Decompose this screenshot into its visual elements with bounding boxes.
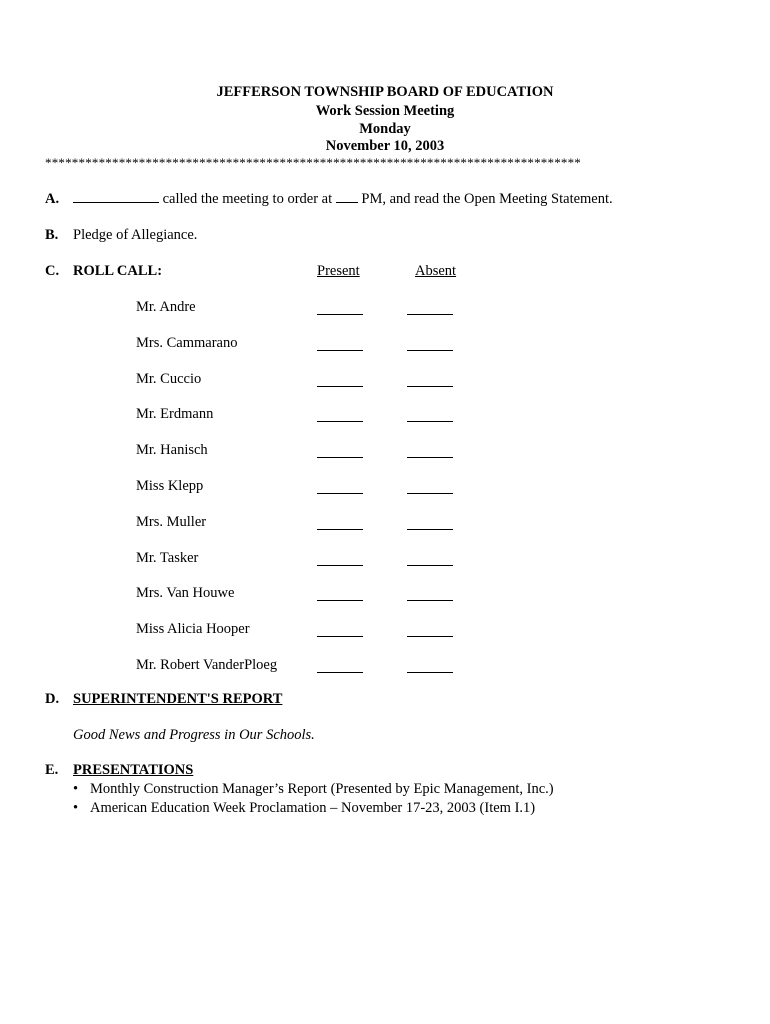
- roll-call-member-name: Mr. Hanisch: [136, 442, 208, 458]
- presentation-item: [73, 800, 535, 817]
- item-b-letter: B.: [45, 227, 59, 243]
- present-blank: [317, 386, 363, 387]
- absent-blank: [407, 636, 453, 637]
- presentation-item-text: American Education Week Proclamation – November 17-23, 2003 (Item I.1): [90, 800, 536, 816]
- roll-call-heading: ROLL CALL:: [73, 263, 163, 279]
- present-blank: [317, 672, 363, 673]
- roll-call-member-name: Mrs. Van Houwe: [136, 585, 235, 601]
- roll-call-member-name: Miss Alicia Hooper: [136, 621, 250, 637]
- item-a-text-2: PM, and read the Open Meeting Statement.: [361, 191, 613, 207]
- roll-call-member-name: Mrs. Cammarano: [136, 335, 238, 351]
- absent-blank: [407, 457, 453, 458]
- roll-call-member-name: Mrs. Muller: [136, 514, 207, 530]
- present-blank: [317, 421, 363, 422]
- bullet-icon: •: [73, 800, 79, 816]
- roll-call-member-name: Mr. Tasker: [136, 550, 199, 566]
- roll-call-member-name: Mr. Erdmann: [136, 406, 214, 422]
- present-blank: [317, 314, 363, 315]
- item-c-letter: C.: [45, 263, 60, 279]
- item-a-text-1: called the meeting to order at: [162, 191, 333, 207]
- presentation-item-text: Monthly Construction Manager’s Report (Presented by Epic Management, Inc.): [90, 781, 554, 797]
- absent-blank: [407, 529, 453, 530]
- roll-call-member-name: Mr. Cuccio: [136, 371, 202, 387]
- roll-call-member-name: Mr. Andre: [136, 299, 196, 315]
- present-blank: [317, 600, 363, 601]
- presentations-heading: PRESENTATIONS: [73, 762, 194, 778]
- presiding-officer-blank: [73, 201, 159, 203]
- roll-call-member-name: Mr. Robert VanderPloeg: [136, 657, 278, 673]
- present-blank: [317, 457, 363, 458]
- item-a-letter: A.: [45, 191, 60, 207]
- absent-blank: [407, 386, 453, 387]
- superintendent-report-heading: SUPERINTENDENT'S REPORT: [73, 691, 283, 707]
- absent-blank: [407, 672, 453, 673]
- item-d-letter: D.: [45, 691, 60, 707]
- present-column-header: Present: [317, 263, 360, 279]
- absent-blank: [407, 421, 453, 422]
- present-blank: [317, 493, 363, 494]
- absent-blank: [407, 350, 453, 351]
- absent-blank: [407, 565, 453, 566]
- item-e-letter: E.: [45, 762, 59, 778]
- meeting-type: Work Session Meeting: [315, 103, 455, 119]
- bullet-icon: •: [73, 781, 79, 797]
- present-blank: [317, 350, 363, 351]
- document-title: JEFFERSON TOWNSHIP BOARD OF EDUCATION: [216, 84, 554, 100]
- meeting-date: November 10, 2003: [325, 138, 445, 154]
- item-b-text: Pledge of Allegiance.: [73, 227, 198, 243]
- absent-blank: [407, 600, 453, 601]
- meeting-day: Monday: [359, 121, 411, 137]
- absent-blank: [407, 314, 453, 315]
- absent-column-header: Absent: [415, 263, 457, 279]
- absent-blank: [407, 493, 453, 494]
- item-a-line: [73, 191, 613, 208]
- roll-call-member-name: Miss Klepp: [136, 478, 204, 494]
- present-blank: [317, 636, 363, 637]
- superintendent-report-text: Good News and Progress in Our Schools.: [73, 727, 315, 743]
- separator-line: ********************************************************************************: [45, 155, 581, 170]
- time-blank: [336, 201, 358, 203]
- presentation-item: [73, 781, 554, 798]
- present-blank: [317, 565, 363, 566]
- present-blank: [317, 529, 363, 530]
